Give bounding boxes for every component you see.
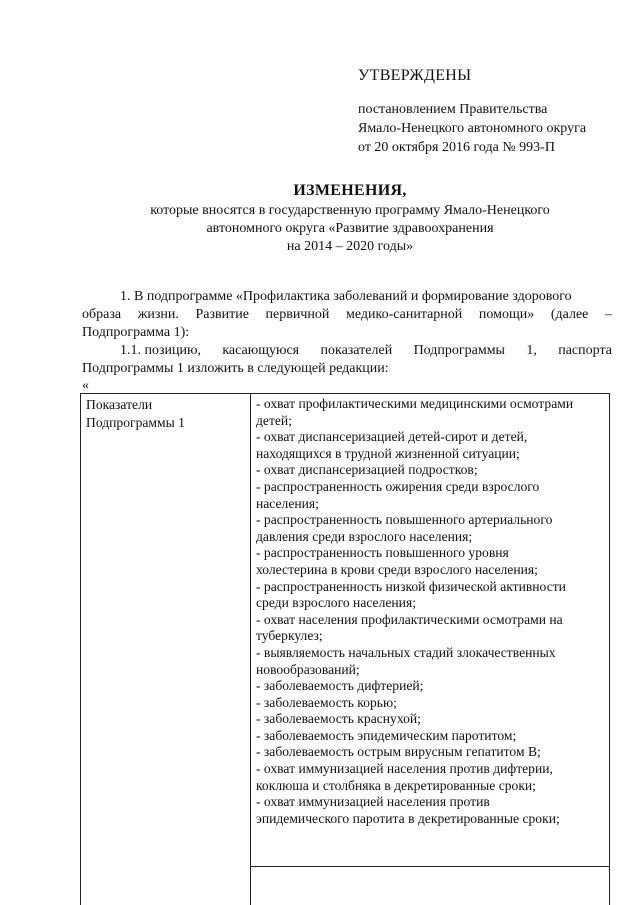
indicator-line: находящихся в трудной жизненной ситуации; xyxy=(256,445,520,461)
indicator-line: туберкулез; xyxy=(256,628,323,644)
indicator-item xyxy=(256,695,605,712)
indicator-line: - охват иммунизацией населения против дифтерии, xyxy=(256,761,553,777)
indicator-line: населения; xyxy=(256,495,319,511)
indicator-line: среди взрослого населения; xyxy=(256,595,416,611)
table-row-divider xyxy=(250,866,610,867)
indicator-line: эпидемического паротита в декретированные сроки; xyxy=(256,810,560,826)
indicator-line: детей; xyxy=(256,412,292,428)
indicator-line: новообразований; xyxy=(256,661,360,677)
p2-word: Подпрограммы xyxy=(413,343,505,358)
document-title-block xyxy=(60,180,640,256)
indicator-item xyxy=(256,462,605,479)
indicator-item xyxy=(256,396,605,429)
indicator-item xyxy=(256,744,605,761)
indicator-line: - охват диспансеризацией подростков; xyxy=(256,462,478,478)
p1-word: – xyxy=(604,307,612,322)
indicator-item xyxy=(256,545,605,578)
p1-word: помощи» xyxy=(478,307,535,322)
document-subtitle-line-3: на 2014 – 2020 годы» xyxy=(286,239,414,254)
p1-word: медико-санитарной xyxy=(345,307,463,322)
paragraph-2 xyxy=(82,342,612,378)
indicator-line: давления среди взрослого населения; xyxy=(256,528,473,544)
p2-word: паспорта xyxy=(558,343,612,358)
indicator-line: - выявляемость начальных стадий злокачественных xyxy=(256,644,556,660)
paragraph-2-line-2: Подпрограммы 1 изложить в следующей редакции: xyxy=(82,361,389,376)
document-heading: ИЗМЕНЕНИЯ, xyxy=(293,182,407,199)
indicator-line: - распространенность повышенного артериального xyxy=(256,512,553,528)
indicator-line: - охват диспансеризацией детей-сирот и детей, xyxy=(256,429,528,445)
indicator-line: - распространенность повышенного уровня xyxy=(256,545,509,561)
indicator-line: - охват иммунизацией населения против xyxy=(256,794,490,810)
indicator-item xyxy=(256,645,605,678)
indicator-line: - охват профилактическими медицинскими осмотрами xyxy=(256,396,574,411)
indicator-item xyxy=(256,512,605,545)
p2-word: 1, xyxy=(526,343,537,358)
indicator-line: - распространенность ожирения среди взрослого xyxy=(256,478,540,494)
approval-block xyxy=(358,66,618,157)
indicator-line: коклюша и столбняка в декретированные сроки; xyxy=(256,777,536,793)
indicator-item xyxy=(256,579,605,612)
paragraph-1-line-3: Подпрограмма 1): xyxy=(82,325,190,340)
p2-word: 1.1. позицию, xyxy=(120,343,201,358)
indicator-item xyxy=(256,479,605,512)
approval-line-1: постановлением Правительства xyxy=(358,102,548,117)
paragraph-2-line-1 xyxy=(82,342,612,360)
document-subtitle-line-2: автономного округа «Развитие здравоохранения xyxy=(206,221,494,236)
paragraph-1-line-1: 1. В подпрограмме «Профилактика заболеваний и формирование здорового xyxy=(120,289,572,304)
table-right-cell xyxy=(251,394,609,905)
indicator-item xyxy=(256,612,605,645)
p2-word: показателей xyxy=(320,343,393,358)
indicator-item xyxy=(256,761,605,794)
opening-quote: « xyxy=(82,378,89,393)
p1-word: Развитие xyxy=(195,307,249,322)
paragraph-1-line-2 xyxy=(82,306,612,324)
p2-word: касающуюся xyxy=(222,343,300,358)
indicator-item xyxy=(256,429,605,462)
table-left-cell xyxy=(81,394,251,905)
p1-word: (далее xyxy=(550,307,589,322)
p1-word: образа xyxy=(82,307,122,322)
indicator-item xyxy=(256,794,605,827)
approval-title: УТВЕРЖДЕНЫ xyxy=(358,67,472,84)
indicator-line: - распространенность низкой физической активности xyxy=(256,578,566,594)
p1-word: первичной xyxy=(265,307,330,322)
indicator-line: - заболеваемость корью; xyxy=(256,694,397,710)
indicator-item xyxy=(256,711,605,728)
left-cell-line-1: Показатели xyxy=(86,397,153,412)
approval-line-2: Ямало-Ненецкого автономного округа xyxy=(358,121,587,136)
indicator-item xyxy=(256,728,605,745)
left-cell-line-2: Подпрограммы 1 xyxy=(86,415,185,430)
paragraph-1 xyxy=(82,288,612,342)
indicator-line: - охват населения профилактическими осмотрами на xyxy=(256,611,563,627)
indicator-line: - заболеваемость краснухой; xyxy=(256,711,421,727)
indicators-table xyxy=(80,393,610,905)
indicator-line: холестерина в крови среди взрослого населения; xyxy=(256,561,538,577)
p1-word: жизни. xyxy=(137,307,179,322)
approval-line-3: от 20 октября 2016 года № 993-П xyxy=(358,140,555,155)
indicator-line: - заболеваемость эпидемическим паротитом; xyxy=(256,727,517,743)
document-subtitle-line-1: которые вносятся в государственную программу Ямало-Ненецкого xyxy=(150,203,550,218)
indicator-line: - заболеваемость дифтерией; xyxy=(256,678,424,694)
indicator-line: - заболеваемость острым вирусным гепатитом В; xyxy=(256,744,541,760)
indicator-item xyxy=(256,678,605,695)
